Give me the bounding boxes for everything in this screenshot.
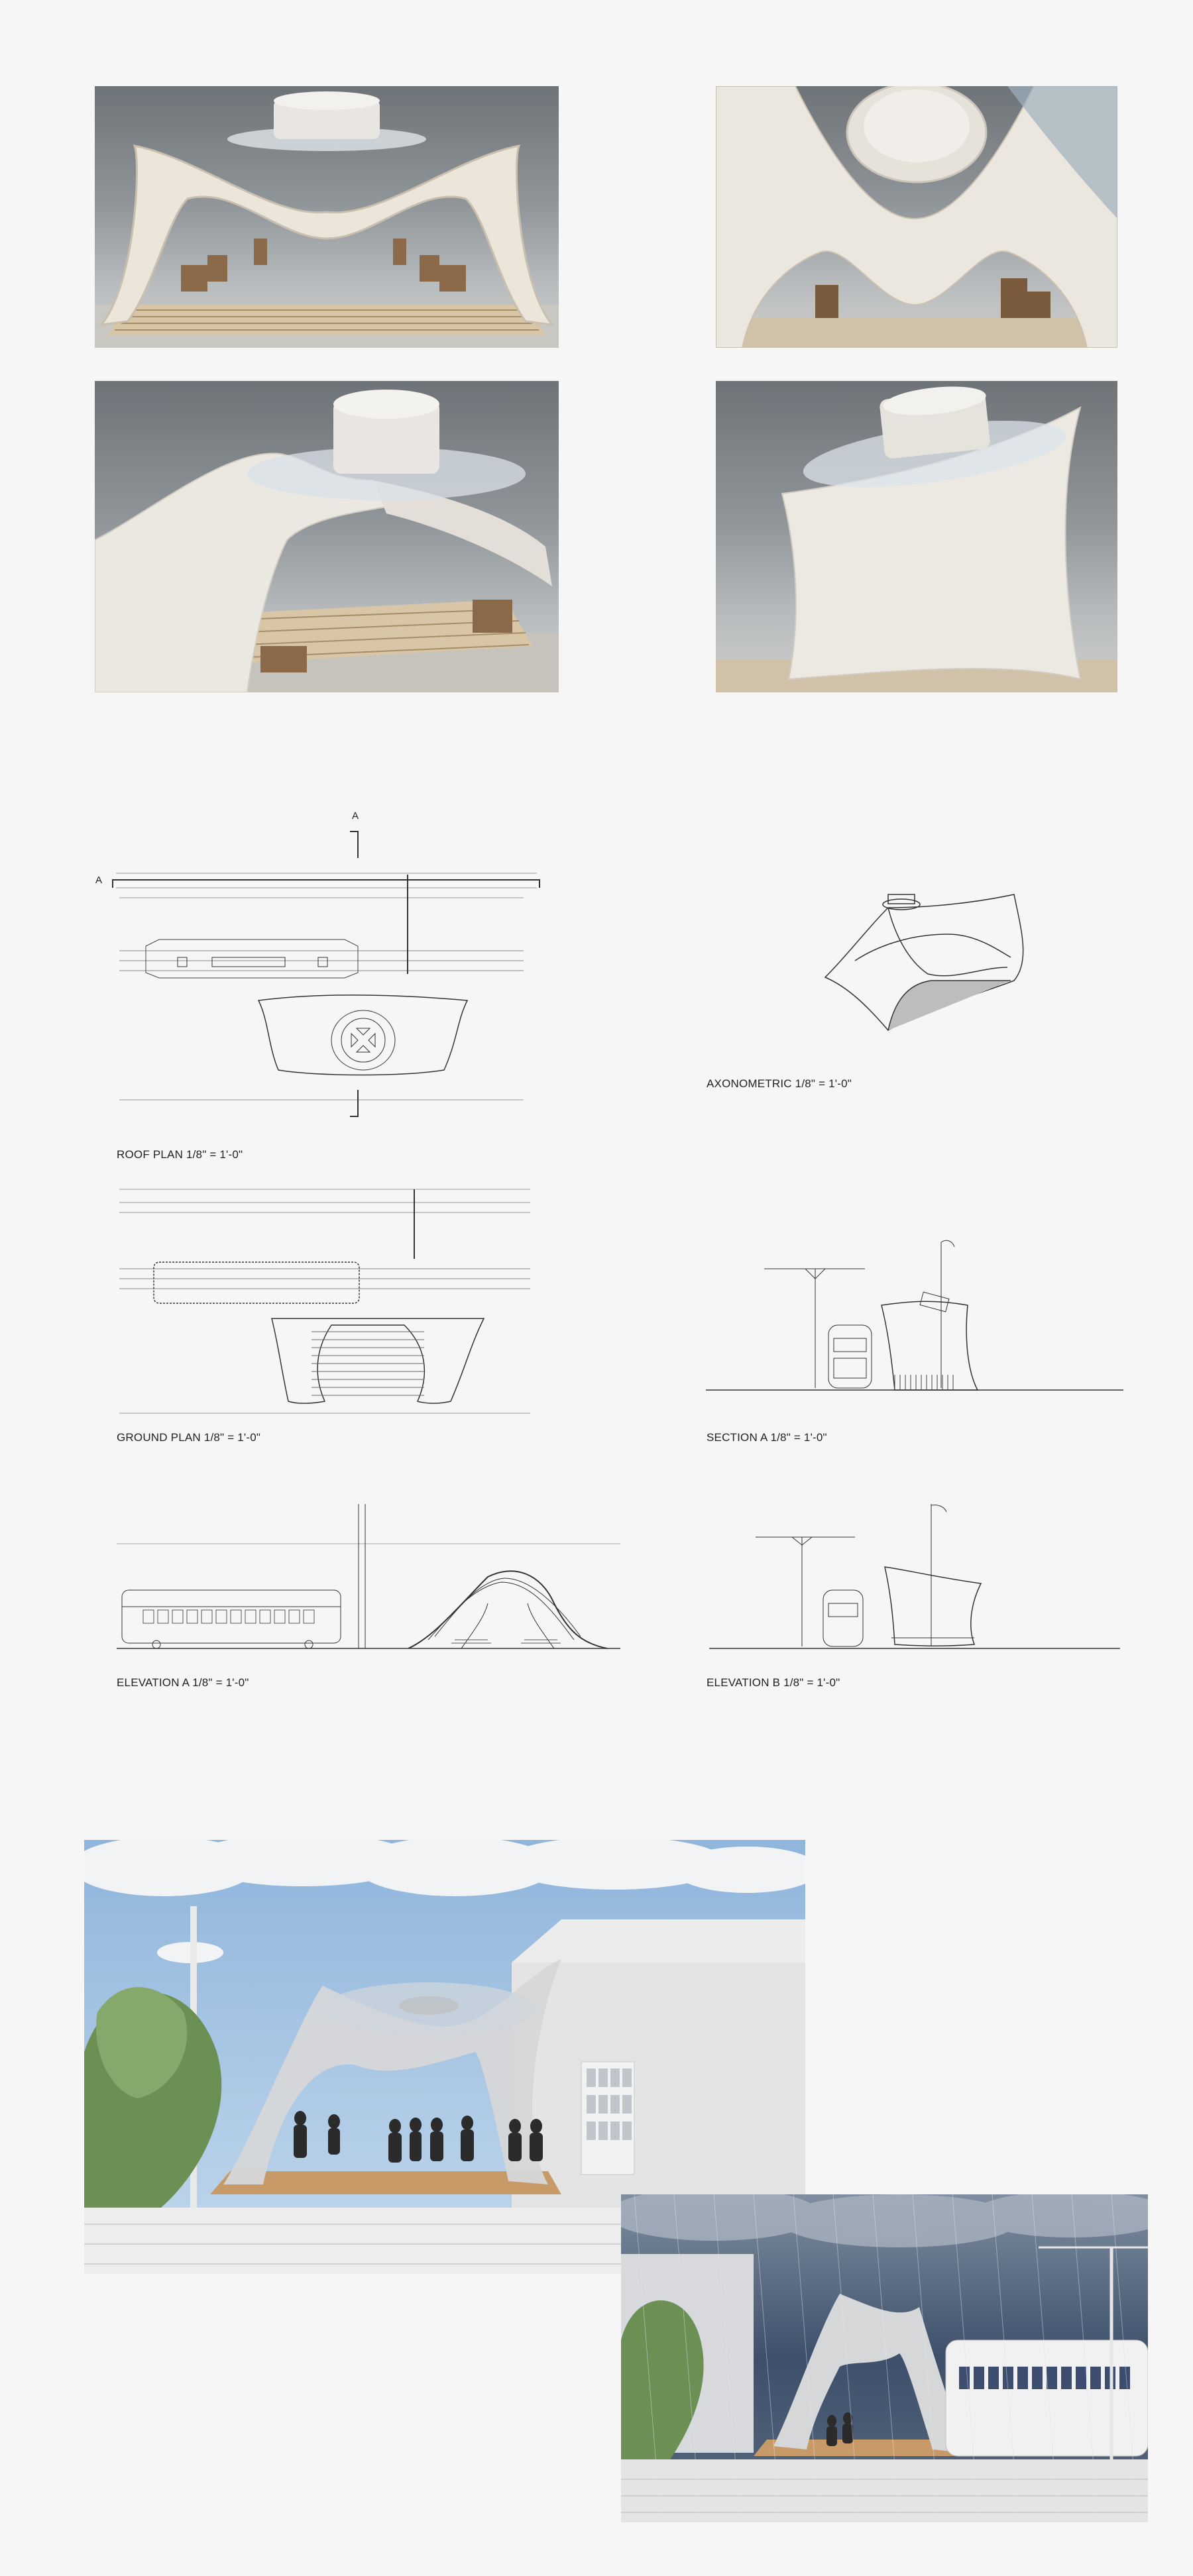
axonometric-caption: AXONOMETRIC 1/8" = 1'-0" [707, 1077, 852, 1090]
axonometric-drawing [815, 888, 1041, 1040]
roof-plan-drawing [99, 822, 557, 1140]
model-photo-oblique [95, 381, 559, 692]
elevation-b-drawing [709, 1504, 1120, 1656]
elevation-b-caption: ELEVATION B 1/8" = 1'-0" [707, 1676, 840, 1689]
ground-plan-caption: GROUND PLAN 1/8" = 1'-0" [117, 1431, 261, 1444]
ground-plan-drawing [113, 1186, 543, 1418]
model-photo-front [95, 86, 559, 348]
model-photo-closeup [716, 86, 1117, 348]
roof-plan-caption: ROOF PLAN 1/8" = 1'-0" [117, 1148, 243, 1161]
section-a-caption: SECTION A 1/8" = 1'-0" [707, 1431, 827, 1444]
section-marker-left: A [95, 875, 103, 886]
section-marker-top: A [352, 810, 359, 822]
section-a-drawing [706, 1239, 1123, 1398]
model-photo-side [716, 381, 1117, 692]
elevation-a-drawing [117, 1504, 620, 1656]
rendering-rain-streetcar [621, 2194, 1148, 2522]
elevation-a-caption: ELEVATION A 1/8" = 1'-0" [117, 1676, 249, 1689]
